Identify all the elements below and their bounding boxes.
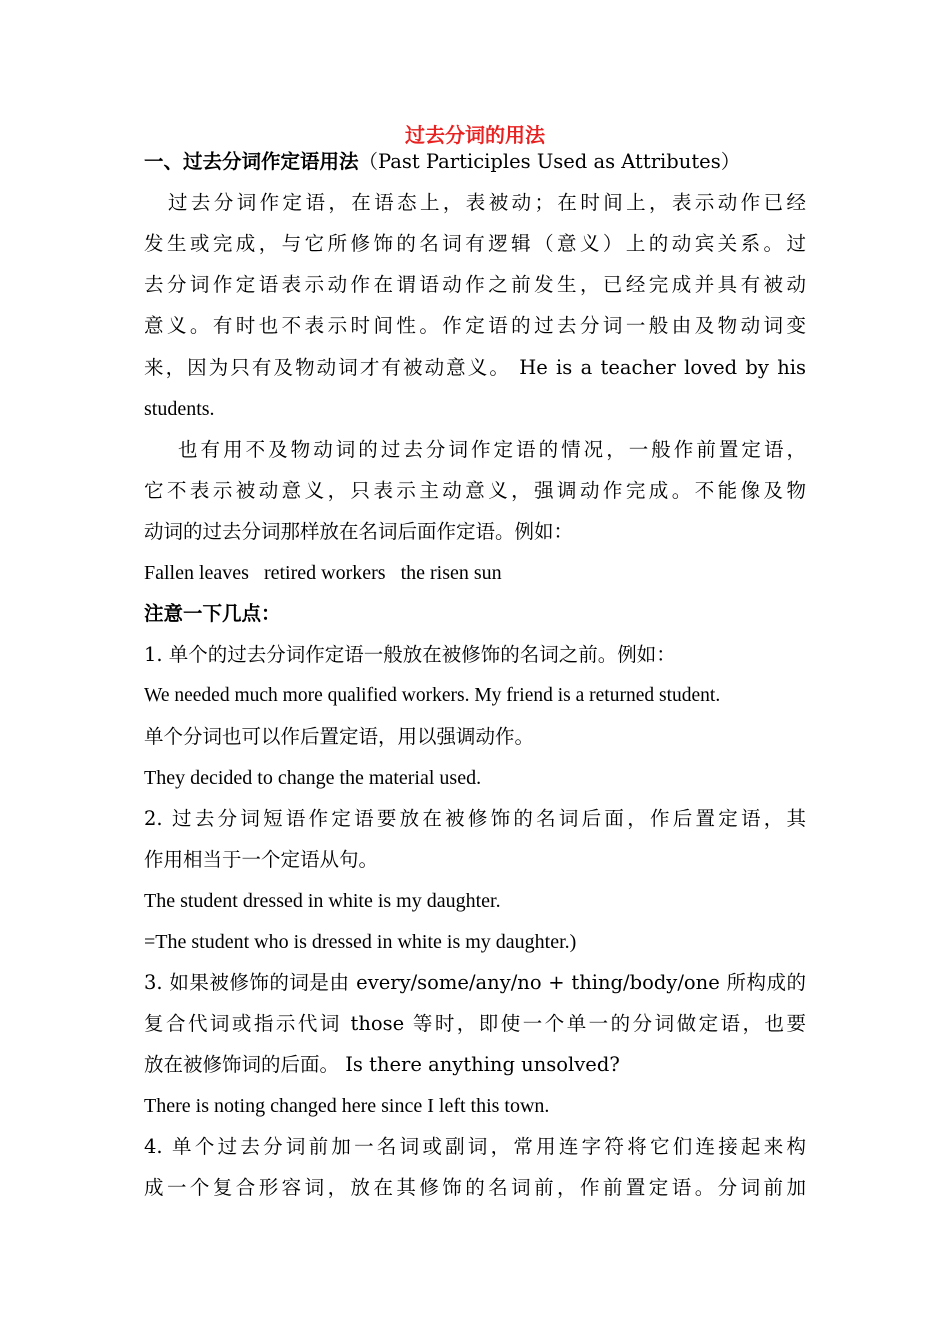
example-sentence: They decided to change the material used. (144, 767, 482, 789)
paragraph-line: 发生或完成，与它所修饰的名词有逻辑（意义）上的动宾关系。过 (144, 232, 806, 255)
paragraph-line: 作用相当于一个定语从句。 (144, 848, 379, 871)
notes-heading: 注意一下几点： (144, 602, 281, 625)
example-phrases: Fallen leaves retired workers the risen sun (144, 562, 502, 584)
note-item: 3. 如果被修饰的词是由 every/some/any/no + thing/body/one 所构成的 (144, 971, 806, 994)
paragraph-line: 成一个复合形容词，放在其修饰的名词前，作前置定语。分词前加 (144, 1176, 806, 1199)
section-heading-english: （Past Participles Used as Attributes） (358, 150, 741, 173)
paragraph-line: 去分词作定语表示动作在谓语动作之前发生，已经完成并具有被动 (144, 273, 806, 296)
paragraph-line: 也有用不及物动词的过去分词作定语的情况，一般作前置定语， (178, 438, 806, 461)
section-heading-bold: 一、过去分词作定语用法 (144, 150, 359, 173)
document-title: 过去分词的用法 (405, 123, 545, 147)
example-sentence: The student dressed in white is my daughter. (144, 890, 501, 912)
example-sentence: =The student who is dressed in white is my daughter.) (144, 931, 577, 953)
example-sentence: There is noting changed here since I left this town. (144, 1095, 550, 1117)
note-item: 4. 单个过去分词前加一名词或副词，常用连字符将它们连接起来构 (144, 1135, 806, 1158)
paragraph-line: 过去分词作定语，在语态上，表被动；在时间上，表示动作已经 (168, 191, 806, 214)
paragraph-line: 它不表示被动意义，只表示主动意义，强调动作完成。不能像及物 (144, 479, 806, 502)
paragraph-line: 意义。有时也不表示时间性。作定语的过去分词一般由及物动词变 (144, 314, 806, 337)
paragraph-line: 放在被修饰词的后面。 Is there anything unsolved? (144, 1053, 620, 1076)
example-sentence: students. (144, 398, 215, 420)
example-sentence: We needed much more qualified workers. My friend is a returned student. (144, 685, 721, 706)
paragraph-line: 来，因为只有及物动词才有被动意义。 He is a teacher loved by his (144, 356, 806, 379)
section-heading-1 (144, 148, 806, 176)
paragraph-line: 单个分词也可以作后置定语，用以强调动作。 (144, 725, 535, 748)
note-item: 2. 过去分词短语作定语要放在被修饰的名词后面，作后置定语，其 (144, 807, 806, 830)
note-item: 1. 单个的过去分词作定语一般放在被修饰的名词之前。例如： (144, 643, 676, 666)
paragraph-line: 动词的过去分词那样放在名词后面作定语。例如： (144, 520, 574, 543)
paragraph-line: 复合代词或指示代词 those 等时，即使一个单一的分词做定语，也要 (144, 1012, 806, 1035)
